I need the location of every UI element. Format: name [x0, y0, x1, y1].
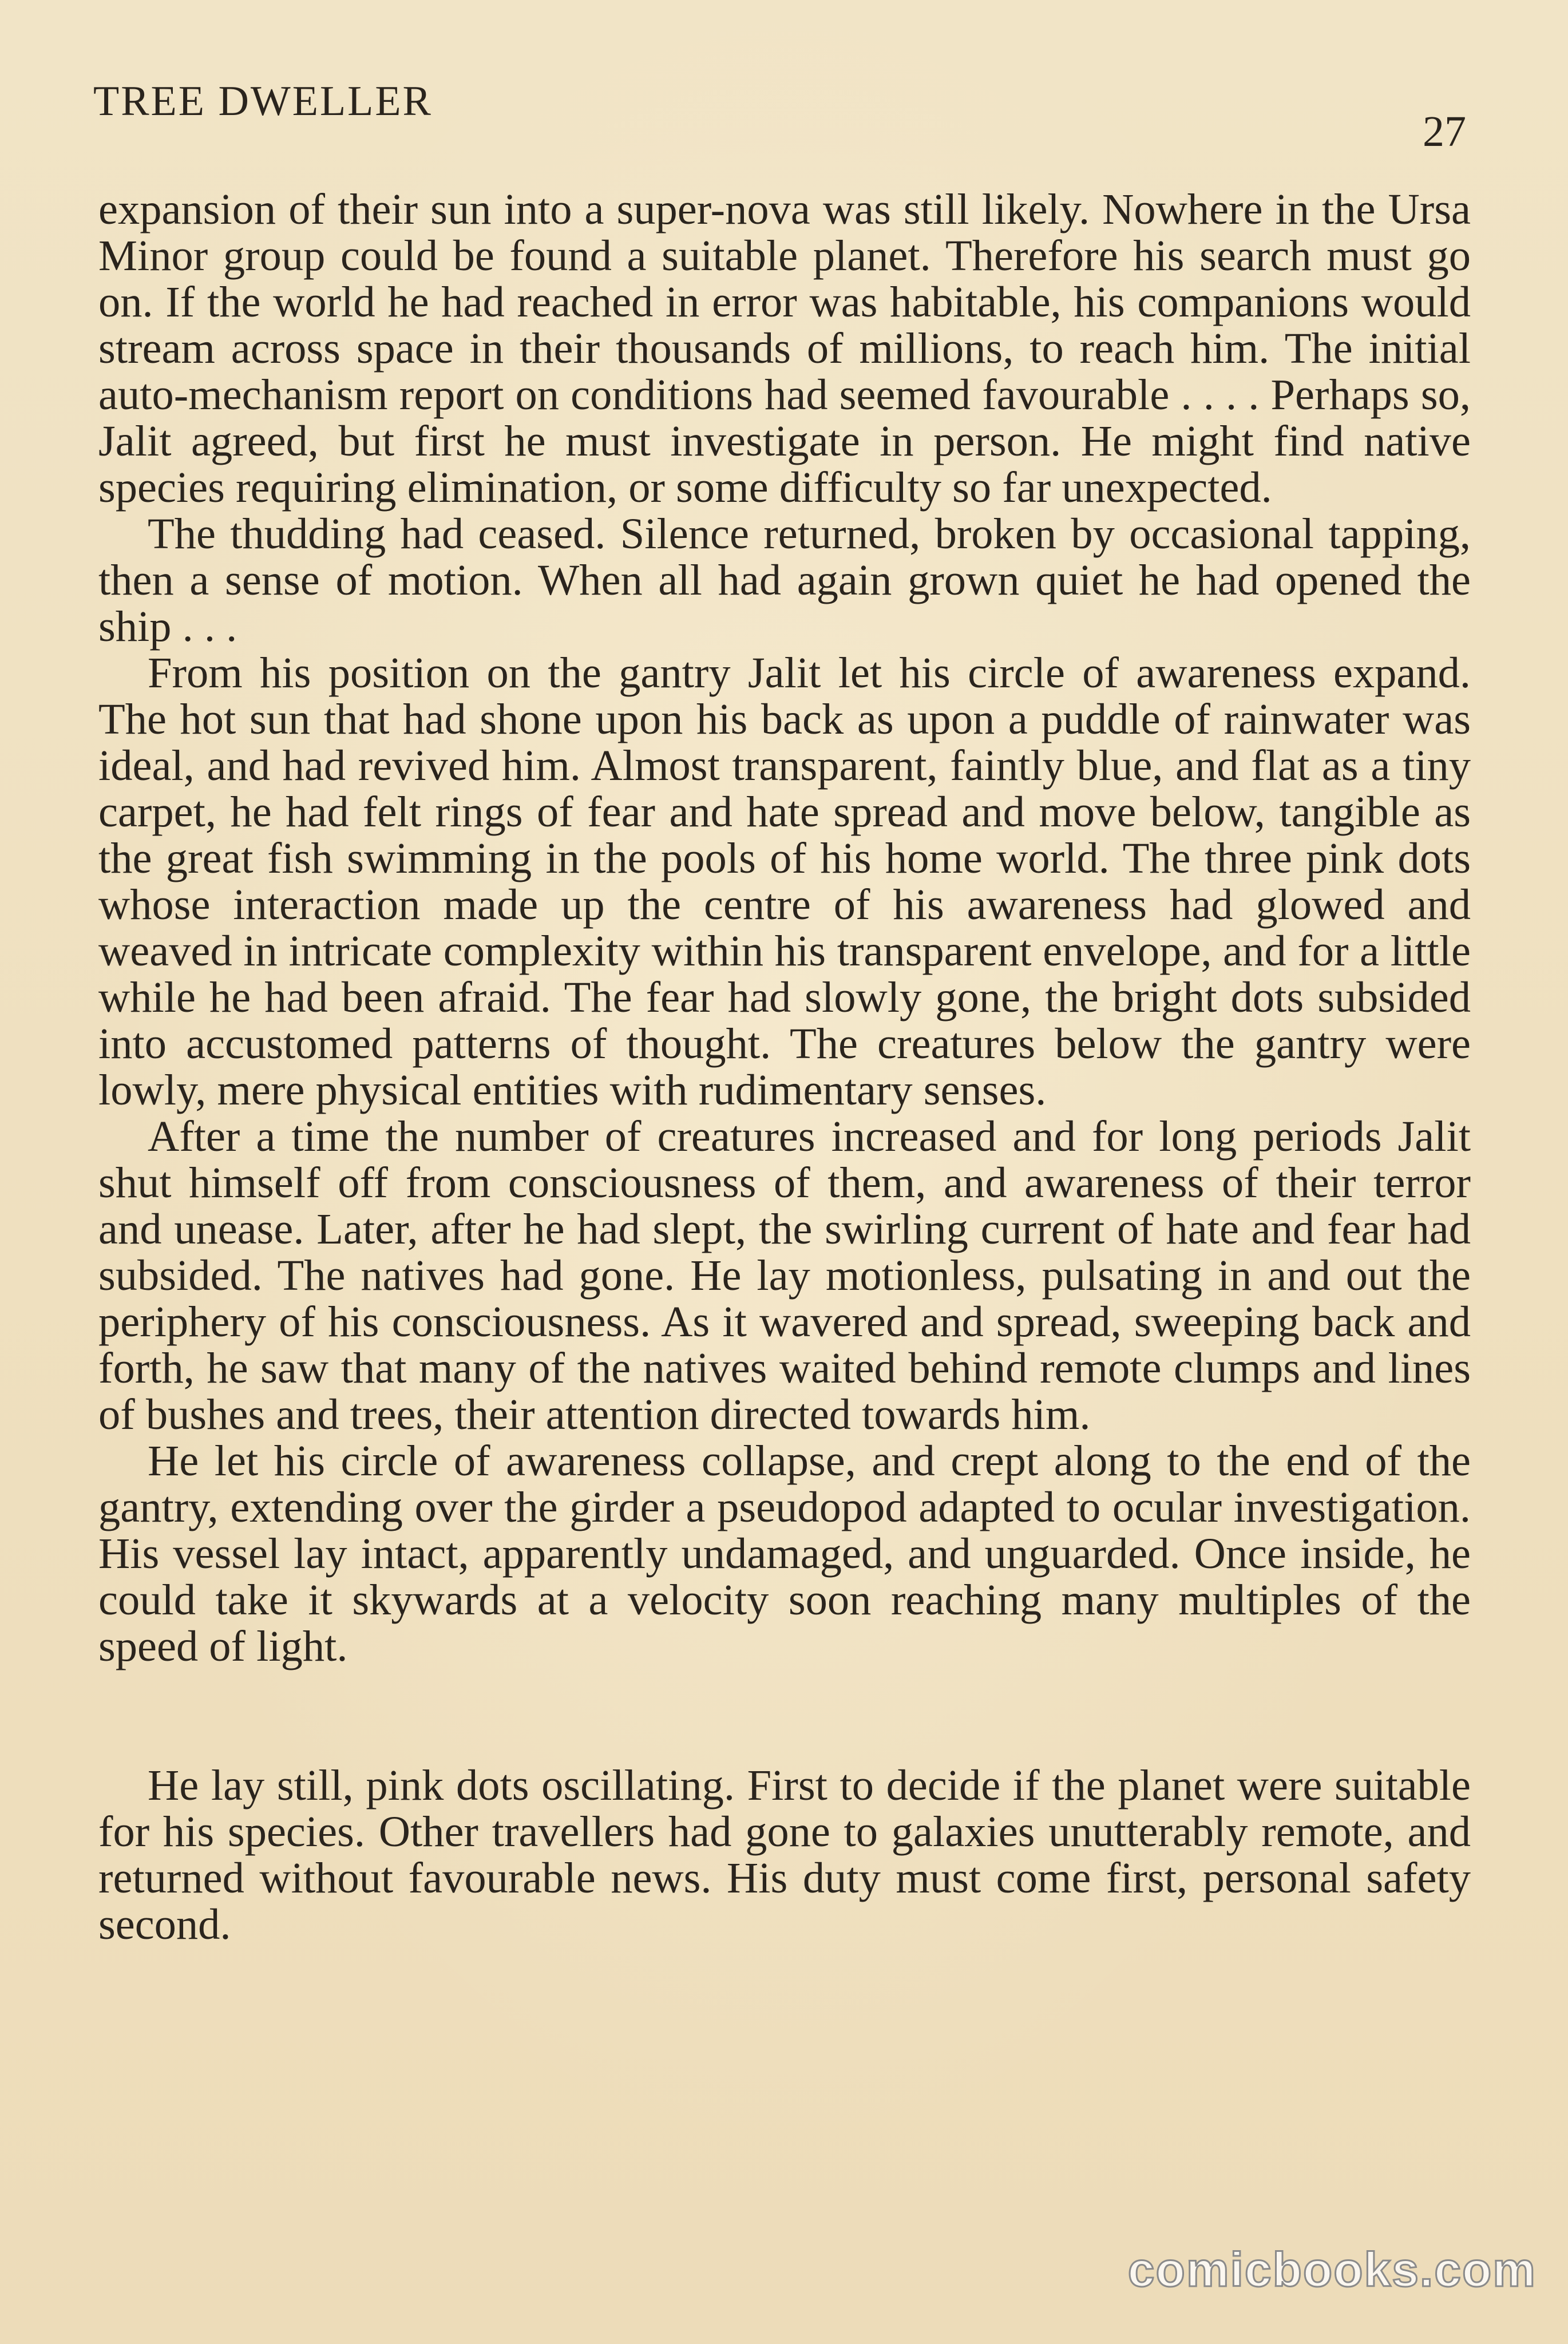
paragraph: expansion of their sun into a super-nova was still likely. Nowhere in the Ursa Minor group could be found a suitable planet. Therefore his search must go on. If the world he had reached in error was habitable, his companions would stream across space in their thousands of millions, to reach him. The initial auto-mechanism report on conditions had seemed favourable . . . . Perhaps so, Jalit agreed, but first he must investigate in person. He might find native species requiring elimination, or some difficulty so far unexpected. [98, 185, 1471, 512]
section-break [98, 1669, 1471, 1762]
paragraph: He let his circle of awareness collapse, and crept along to the end of the gantry, extending over the girder a pseudopod adapted to ocular investigation. His vessel lay intact, apparently undamaged, and unguarded. Once inside, he could take it skywards at a velocity soon reaching many multiples of the speed of light. [98, 1436, 1471, 1670]
running-title: TREE DWELLER [93, 78, 433, 125]
paragraph: From his position on the gantry Jalit let his circle of awareness expand. The hot sun that had shone upon his back as upon a puddle of rainwater was ideal, and had revived him. Almost transparent, faintly blue, and flat as a tiny carpet, he had felt rings of fear and hate spread and move below, tangible as the great fish swimming in the pools of his home world. The three pink dots whose interaction made up the centre of his awareness had glowed and weaved in intricate complexity within his transparent envelope, and for a little while he had been afraid. The fear had slowly gone, the bright dots subsided into accustomed patterns of thought. The creatures below the gantry were lowly, mere physical entities with rudimentary senses. [98, 648, 1471, 1114]
watermark-logo: comicbooks.com [1127, 2243, 1537, 2297]
paragraph: After a time the number of creatures increased and for long periods Jalit shut himself off from consciousness of them, and awareness of their terror and unease. Later, after he had slept, the swirling current of hate and fear had subsided. The natives had gone. He lay motionless, pulsating in and out the periphery of his consciousness. As it wavered and spread, sweeping back and forth, he saw that many of the natives waited behind remote clumps and lines of bushes and trees, their attention directed towards him. [98, 1112, 1471, 1439]
paragraph: He lay still, pink dots oscillating. First to decide if the planet were suitable for his species. Other travellers had gone to galaxies unutterably remote, and returned without favourable news. His duty must come first, personal safety second. [98, 1761, 1471, 1949]
body-text [98, 186, 1471, 1947]
paragraph: The thudding had ceased. Silence returned, broken by occasional tapping, then a sense of motion. When all had again grown quiet he had opened the ship . . . [98, 509, 1471, 651]
page-number: 27 [1423, 108, 1466, 156]
